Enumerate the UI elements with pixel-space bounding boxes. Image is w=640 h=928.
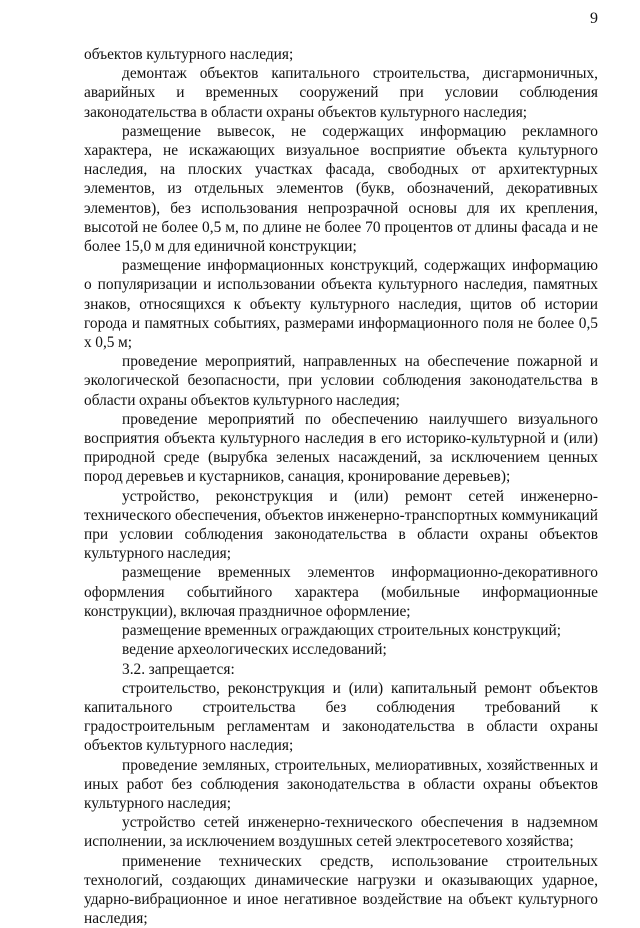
- paragraph: строительство, реконструкция и (или) капитальный ремонт объектов капитального строительства без соблюдения требований к градостроительным регламентам и законодательства в области охраны объектов культурного наследия;: [84, 679, 598, 755]
- paragraph: ведение археологических исследований;: [122, 641, 387, 659]
- paragraph: размещение временных элементов информационно-декоративного оформления событийного характера (мобильные информационные конструкции), включая праздничное оформление;: [84, 564, 598, 620]
- paragraph: проведение мероприятий по обеспечению наилучшего визуального восприятия объекта культурного наследия в его историко-культурной и (или) природной среде (вырубка зеленых насаждений, за исключением ценных пород деревьев и кустарников, санация, кронирование деревьев);: [84, 410, 598, 486]
- paragraph: проведение мероприятий, направленных на обеспечение пожарной и экологической безопасности, при условии соблюдения законодательства в области охраны объектов культурного наследия;: [84, 353, 598, 409]
- paragraph: размещение временных ограждающих строительных конструкций;: [122, 622, 562, 640]
- page-number: 9: [590, 10, 598, 27]
- paragraph: устройство сетей инженерно-технического обеспечения в надземном исполнении, за исключением воздушных сетей электросетевого хозяйства;: [84, 814, 598, 851]
- paragraph: размещение вывесок, не содержащих информацию рекламного характера, не искажающих визуальное восприятие объекта культурного наследия, на плоских участках фасада, свободных от архитектурных элементов, из отдельных элементов (букв, обозначений, декоративных элементов), без использования непрозрачной основы для их крепления, высотой не более 0,5 м, по длине не более 70 процентов от длины фасада и не более 15,0 м для единичной конструкции;: [84, 122, 598, 256]
- paragraph: проведение земляных, строительных, мелиоративных, хозяйственных и иных работ без соблюдения законодательства в области охраны объектов культурного наследия;: [84, 756, 598, 812]
- page-body: [84, 45, 598, 928]
- paragraph: демонтаж объектов капитального строительства, дисгармоничных, аварийных и временных сооружений при условии соблюдения законодательства в области охраны объектов культурного наследия;: [84, 65, 598, 121]
- paragraph: устройство, реконструкция и (или) ремонт сетей инженерно-технического обеспечения, объектов инженерно-транспортных коммуникаций при условии соблюдения законодательства в области охраны объектов культурного наследия;: [84, 487, 598, 563]
- paragraph: объектов культурного наследия;: [84, 46, 294, 63]
- section-heading: 3.2. запрещается:: [122, 660, 235, 678]
- paragraph: размещение информационных конструкций, содержащих информацию о популяризации и использовании объекта культурного наследия, памятных знаков, относящихся к объекту культурного наследия, щитов об истории города и памятных событиях, размерами информационного поля не более 0,5 х 0,5 м;: [84, 257, 598, 352]
- paragraph: применение технических средств, использование строительных технологий, создающих динамические нагрузки и оказывающих ударное, ударно-вибрационное и иное негативное воздействие на объект культурного наследия;: [84, 852, 598, 928]
